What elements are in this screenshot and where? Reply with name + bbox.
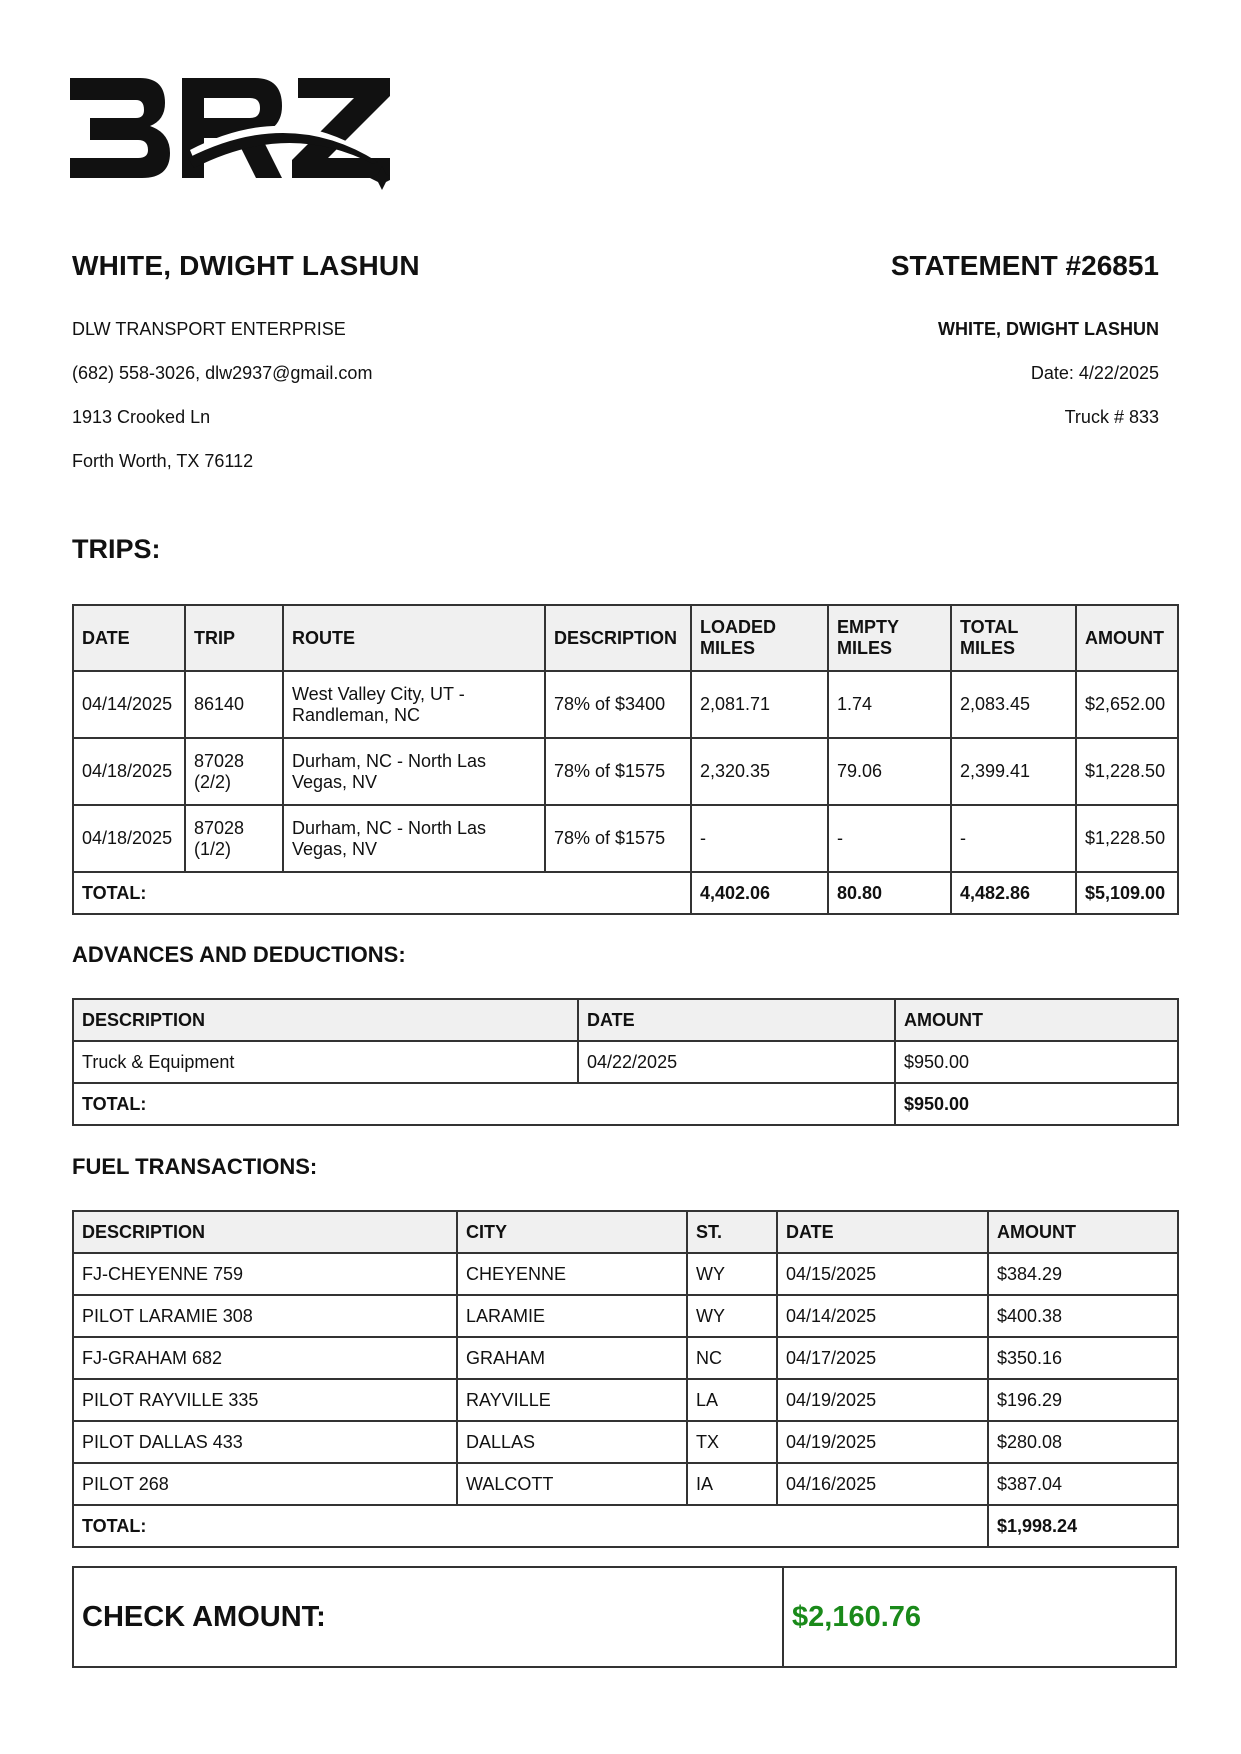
table-row [73, 1421, 1178, 1463]
table-row [73, 671, 1178, 738]
cell-loaded-miles: - [691, 805, 828, 872]
cell-state: WY [687, 1253, 777, 1295]
cell-city: CHEYENNE [457, 1253, 687, 1295]
total-amount: $5,109.00 [1076, 872, 1178, 914]
cell-date: 04/15/2025 [777, 1253, 988, 1295]
statement-info [891, 250, 1159, 439]
col-city: CITY [457, 1211, 687, 1253]
cell-state: LA [687, 1379, 777, 1421]
cell-description: 78% of $1575 [545, 805, 691, 872]
cell-loaded-miles: 2,081.71 [691, 671, 828, 738]
col-description: DESCRIPTION [73, 999, 578, 1041]
cell-description: FJ-GRAHAM 682 [73, 1337, 457, 1379]
cell-amount: $1,228.50 [1076, 738, 1178, 805]
cell-amount: $2,652.00 [1076, 671, 1178, 738]
statement-driver-name: WHITE, DWIGHT LASHUN [938, 319, 1159, 339]
cell-loaded-miles: 2,320.35 [691, 738, 828, 805]
truck-number: Truck # 833 [1064, 407, 1159, 427]
table-header-row [73, 1211, 1178, 1253]
cell-description: Truck & Equipment [73, 1041, 578, 1083]
col-date: DATE [578, 999, 895, 1041]
col-description: DESCRIPTION [73, 1211, 457, 1253]
col-state: ST. [687, 1211, 777, 1253]
cell-date: 04/19/2025 [777, 1379, 988, 1421]
table-header-row [73, 605, 1178, 671]
col-empty-miles: EMPTY MILES [828, 605, 951, 671]
table-row [73, 1463, 1178, 1505]
total-label: TOTAL: [73, 1505, 988, 1547]
cell-amount: $350.16 [988, 1337, 1178, 1379]
deductions-title: ADVANCES AND DEDUCTIONS: [72, 942, 406, 967]
cell-empty-miles: 1.74 [828, 671, 951, 738]
cell-amount: $280.08 [988, 1421, 1178, 1463]
col-trip: TRIP [185, 605, 283, 671]
table-row [73, 805, 1178, 872]
table-row [73, 1295, 1178, 1337]
total-row [73, 1505, 1178, 1547]
table-row [73, 738, 1178, 805]
total-empty-miles: 80.80 [828, 872, 951, 914]
cell-city: DALLAS [457, 1421, 687, 1463]
cell-state: IA [687, 1463, 777, 1505]
table-row [73, 1337, 1178, 1379]
statement-date: Date: 4/22/2025 [1030, 363, 1159, 383]
cell-description: 78% of $3400 [545, 671, 691, 738]
cell-description: PILOT DALLAS 433 [73, 1421, 457, 1463]
cell-date: 04/14/2025 [73, 671, 185, 738]
cell-date: 04/16/2025 [777, 1463, 988, 1505]
cell-route: Durham, NC - North Las Vegas, NV [283, 805, 545, 872]
table-header-row [73, 999, 1178, 1041]
cell-route: West Valley City, UT - Randleman, NC [283, 671, 545, 738]
cell-amount: $196.29 [988, 1379, 1178, 1421]
trips-title: TRIPS: [72, 534, 161, 564]
fuel-title: FUEL TRANSACTIONS: [72, 1154, 318, 1179]
cell-trip: 86140 [185, 671, 283, 738]
total-label: TOTAL: [73, 1083, 895, 1125]
check-amount-label: CHECK AMOUNT: [74, 1568, 784, 1666]
col-total-miles: TOTAL MILES [951, 605, 1076, 671]
col-loaded-miles: LOADED MILES [691, 605, 828, 671]
cell-date: 04/22/2025 [578, 1041, 895, 1083]
table-row [73, 1253, 1178, 1295]
driver-name: WHITE, DWIGHT LASHUN [72, 250, 420, 281]
cell-description: 78% of $1575 [545, 738, 691, 805]
cell-date: 04/17/2025 [777, 1337, 988, 1379]
cell-amount: $384.29 [988, 1253, 1178, 1295]
total-row [73, 872, 1178, 914]
cell-empty-miles: 79.06 [828, 738, 951, 805]
table-row [73, 1379, 1178, 1421]
statement-number: STATEMENT #26851 [890, 250, 1159, 281]
cell-total-miles: 2,399.41 [951, 738, 1076, 805]
cell-city: WALCOTT [457, 1463, 687, 1505]
cell-city: RAYVILLE [457, 1379, 687, 1421]
col-amount: AMOUNT [988, 1211, 1178, 1253]
cell-amount: $1,228.50 [1076, 805, 1178, 872]
total-amount: $950.00 [895, 1083, 1178, 1125]
cell-trip: 87028 (2/2) [185, 738, 283, 805]
cell-description: PILOT 268 [73, 1463, 457, 1505]
brz-logo [70, 78, 390, 198]
deductions-table [72, 998, 1179, 1126]
address-line-1: 1913 Crooked Ln [72, 407, 211, 427]
cell-state: TX [687, 1421, 777, 1463]
table-row [73, 1041, 1178, 1083]
cell-total-miles: 2,083.45 [951, 671, 1076, 738]
total-miles: 4,482.86 [951, 872, 1076, 914]
col-amount: AMOUNT [895, 999, 1178, 1041]
trips-table [72, 604, 1179, 915]
col-date: DATE [777, 1211, 988, 1253]
col-amount: AMOUNT [1076, 605, 1178, 671]
cell-amount: $400.38 [988, 1295, 1178, 1337]
total-amount: $1,998.24 [988, 1505, 1178, 1547]
cell-total-miles: - [951, 805, 1076, 872]
total-loaded-miles: 4,402.06 [691, 872, 828, 914]
cell-city: LARAMIE [457, 1295, 687, 1337]
cell-date: 04/14/2025 [777, 1295, 988, 1337]
cell-city: GRAHAM [457, 1337, 687, 1379]
cell-date: 04/18/2025 [73, 805, 185, 872]
fuel-table [72, 1210, 1179, 1548]
check-amount-box [72, 1566, 1177, 1668]
total-label: TOTAL: [73, 872, 691, 914]
col-date: DATE [73, 605, 185, 671]
cell-route: Durham, NC - North Las Vegas, NV [283, 738, 545, 805]
cell-description: FJ-CHEYENNE 759 [73, 1253, 457, 1295]
total-row [73, 1083, 1178, 1125]
cell-amount: $387.04 [988, 1463, 1178, 1505]
col-description: DESCRIPTION [545, 605, 691, 671]
cell-date: 04/19/2025 [777, 1421, 988, 1463]
col-route: ROUTE [283, 605, 545, 671]
address-line-2: Forth Worth, TX 76112 [72, 451, 254, 471]
cell-description: PILOT LARAMIE 308 [73, 1295, 457, 1337]
company-name: DLW TRANSPORT ENTERPRISE [72, 319, 346, 339]
cell-empty-miles: - [828, 805, 951, 872]
cell-trip: 87028 (1/2) [185, 805, 283, 872]
check-amount-value: $2,160.76 [792, 1600, 922, 1633]
cell-description: PILOT RAYVILLE 335 [73, 1379, 457, 1421]
cell-date: 04/18/2025 [73, 738, 185, 805]
cell-state: NC [687, 1337, 777, 1379]
cell-amount: $950.00 [895, 1041, 1178, 1083]
contact-info: (682) 558-3026, dlw2937@gmail.com [72, 363, 373, 383]
cell-state: WY [687, 1295, 777, 1337]
driver-info [72, 250, 420, 483]
